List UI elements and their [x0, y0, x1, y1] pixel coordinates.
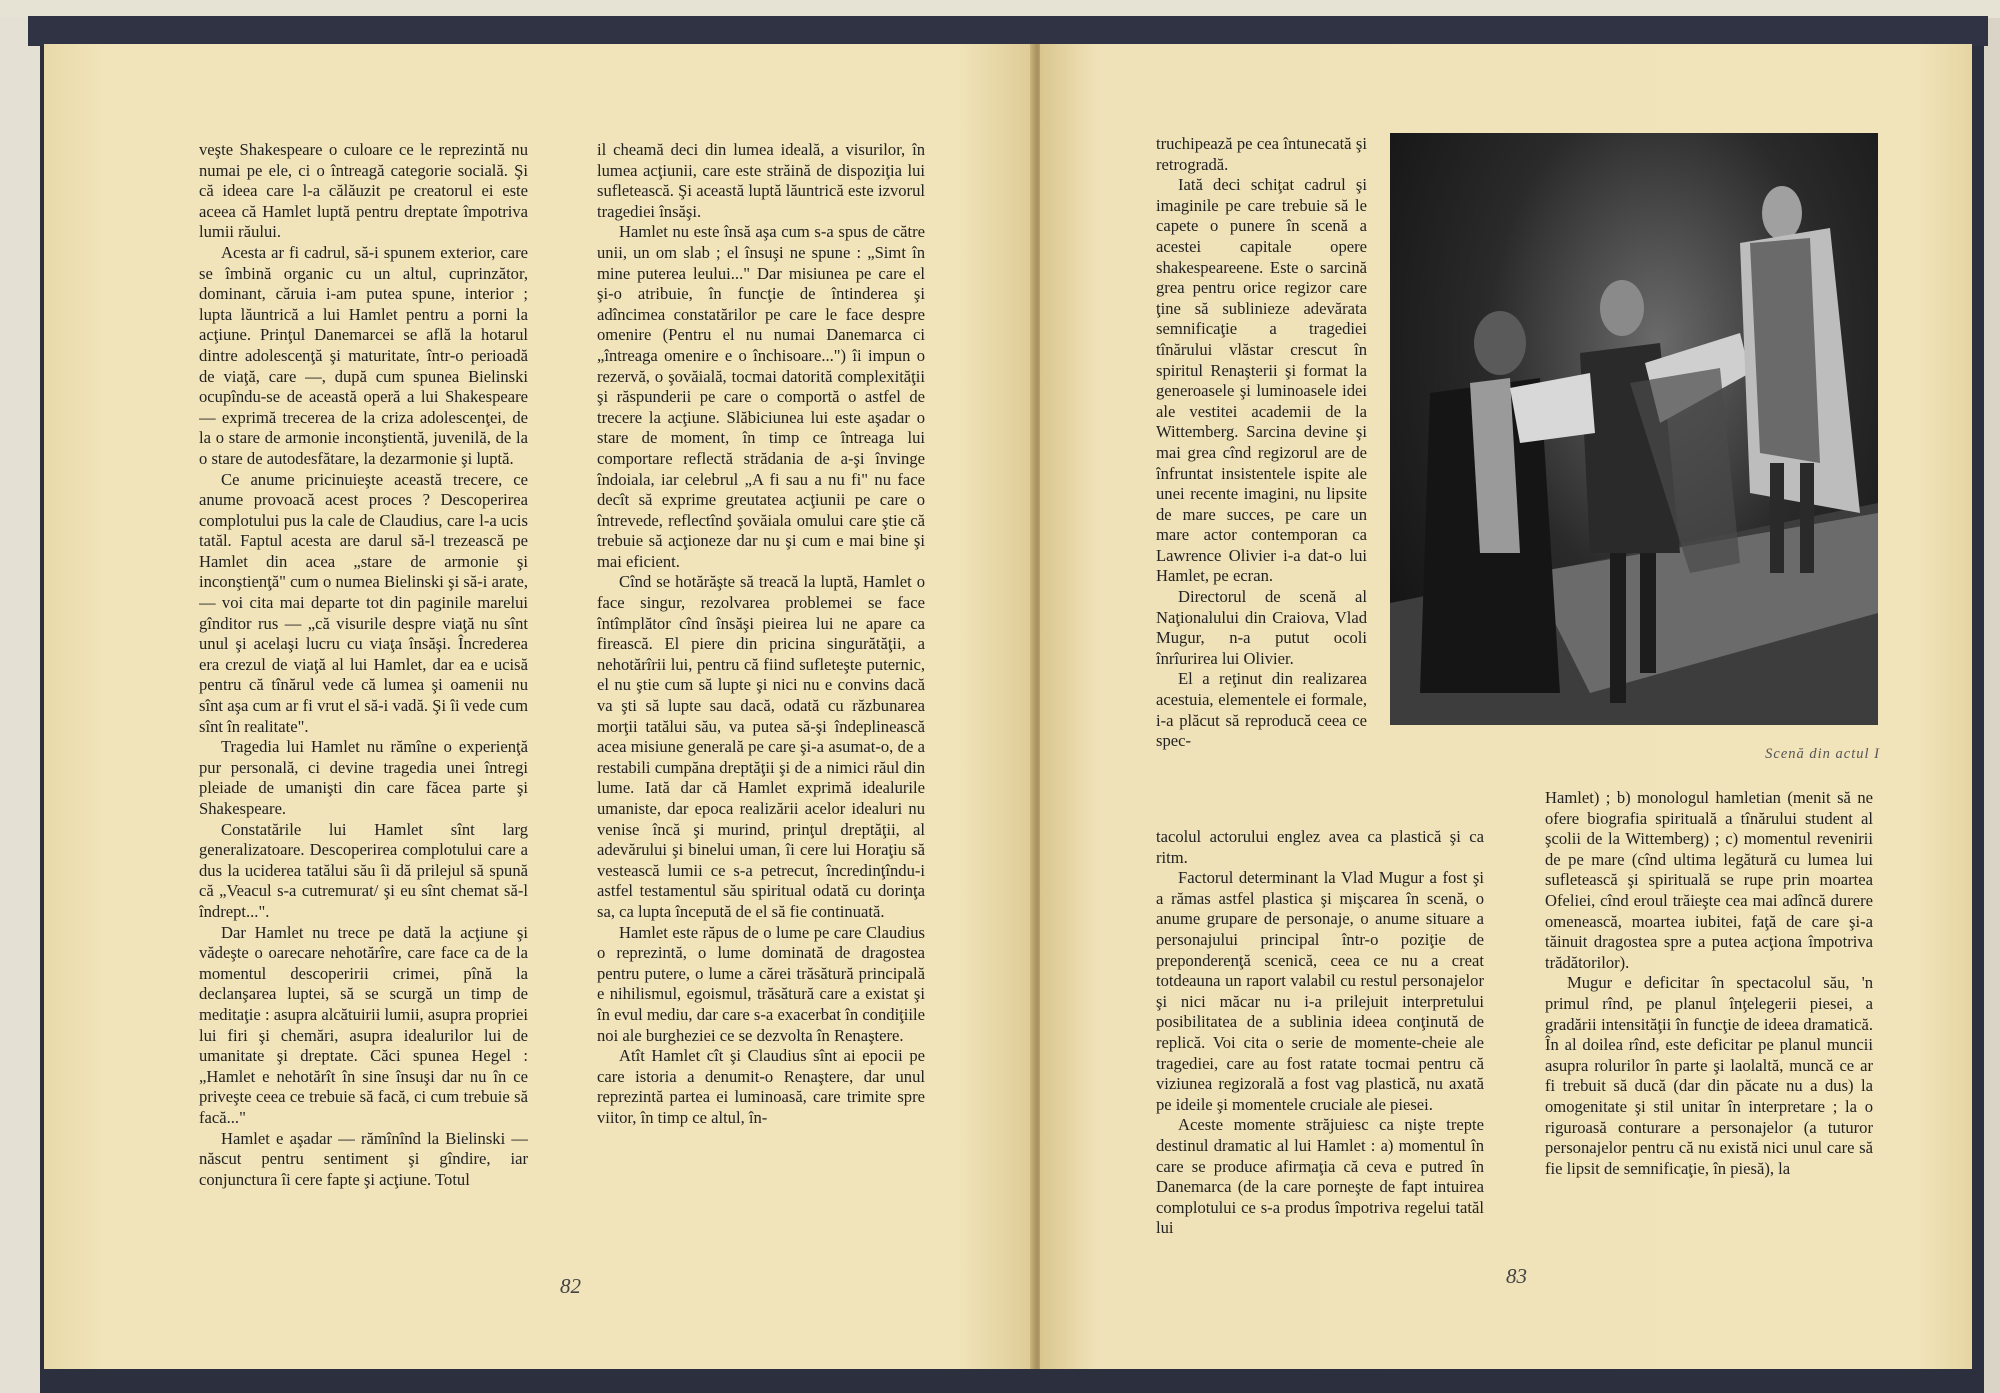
- paragraph: Acesta ar fi cadrul, să-i spunem exterior, care se îmbină organic cu un altul, cuprinzător, dominant, căruia i-am putea spune, interior ; lupta lăuntrică a lui Hamlet pentru a porni la acţiune. Prinţul Danemarcei se află la hotarul dintre adolescenţă şi maturitate, într-o perioadă de viaţă, care —, după cum spunea Bielinski ocupîndu-se de această operă a lui Shakespeare — exprimă trecerea de la criza adolescenţei, de la o stare de armonie inconştientă, juvenilă, de la o stare de autodesfătare, la dezarmonie şi luptă.: [199, 242, 528, 468]
- page-number-right: 83: [1506, 1264, 1527, 1288]
- photo-figures: [1390, 133, 1878, 725]
- paragraph: Iată deci schiţat cadrul şi imaginile pe care trebuie să le capete o punere în scenă a acestei capitale opere shakespeareene. Este o sarcină grea pentru orice regizor care ţine să sublinieze adevărata semnificaţie a tragediei tînărului vlăstar crescut în spiritul Renaşterii şi format la generoasele şi luminoasele idei ale vestitei academii de la Wittemberg. Sarcina devine şi mai grea cînd regizorul are de înfruntat insistentele ispite ale unei recente imagini, nu lipsite de mare succes, pe care un mare actor contemporan ca Lawrence Olivier i-a dat-o lui Hamlet, pe ecran.: [1156, 175, 1367, 586]
- right-page-column-1-wide: [1156, 827, 1484, 1287]
- right-page-column-2: [1545, 788, 1873, 1286]
- paragraph: Atît Hamlet cît şi Claudius sînt ai epocii pe care istoria a denumit-o Renaştere, dar unul reprezintă partea ei luminoasă, care trimite spre viitor, în timp ce altul, în-: [597, 1046, 925, 1127]
- paragraph: Hamlet nu este însă aşa cum s-a spus de către unii, un om slab ; el însuşi ne spune : „Simt în mine puterea leului..." Dar misiunea pe care el şi-o atribuie, în funcţie de întinderea şi adîncimea constatărilor pe care le face despre omenire (Pentru el nu numai Danemarca ci „întreaga omenire e o închisoare...") îi impun o rezervă, o şovăială, tocmai datorită complexităţii şi răspunderii pe care o comportă o astfel de trecere la acţiune. Slăbiciunea lui este aşadar o stare de moment, în timp ce întreaga lui comportare reflectă strădania de a-şi învinge îndoiala, iar celebrul „A fi sau a nu fi" nu face decît să exprime greutatea acţiunii pe care o întrevede, reflectînd şovăiala omului care ştie că trebuie să acţioneze dar nu şi cum e mai bine şi mai eficient.: [597, 222, 925, 571]
- paragraph: Tragedia lui Hamlet nu rămîne o experienţă pur personală, ci devine tragedia unei întregi pleiade de umanişti din care făcea parte şi Shakespeare.: [199, 737, 528, 818]
- paragraph: truchipează pe cea întunecată şi retrogradă.: [1156, 134, 1367, 174]
- paragraph: Hamlet) ; b) monologul hamletian (menit să ne ofere biografia spirituală a tînărului student al şcolii de la Wittemberg) ; c) momentul revenirii de pe mare (cînd ultima legătură cu lumea lui sufletească şi spirituală se rupe prin moartea Ofeliei, cînd eroul trăieşte cea mai adîncă durere omenească, moartea iubitei, faţă de care şi-a tăinuit dragostea spre a putea acţiona împotriva trădătorilor).: [1545, 788, 1873, 972]
- paragraph: veşte Shakespeare o culoare ce le reprezintă nu numai pe ele, ci o întreagă categorie socială. Şi că ideea care l-a călăuzit pe creatorul ei este aceea că Hamlet luptă pentru dreptate împotriva lumii răului.: [199, 140, 528, 242]
- paragraph: Hamlet e aşadar — rămînînd la Bielinski — născut pentru sentiment şi gîndire, iar conjunctura îi cere fapte şi acţiune. Totul: [199, 1128, 528, 1189]
- paragraph: Constatările lui Hamlet sînt larg generalizatoare. Descoperirea complotului care a dus la uciderea tatălui său îi dă prilejul să spună că „Veacul s-a cutremurat/ şi eu sînt chemat să-l îndrept...".: [199, 819, 528, 921]
- page-number-left: 82: [560, 1274, 581, 1298]
- paragraph: Hamlet este răpus de o lume pe care Claudius o reprezintă, o lume dominată de dragostea pentru putere, o lume a cărei trăsătură principală e nihilismul, egoismul, trăsătură care a existat şi în evul mediu, dar care s-a exacerbat în condiţiile noi ale burgheziei ce se dezvolta în Renaştere.: [597, 922, 925, 1045]
- paragraph: il cheamă deci din lumea ideală, a visurilor, în lumea acţiunii, care este străină de dispoziţia lui sufletească. Şi această luptă lăuntrică este izvorul tragediei însăşi.: [597, 140, 925, 221]
- photo-caption: Scenă din actul I: [1765, 746, 1880, 762]
- theatre-scene-photo: [1390, 133, 1878, 725]
- paragraph: El a reţinut din realizarea acestuia, elementele ei formale, i-a plăcut să reproducă ceea ce spec-: [1156, 669, 1367, 751]
- paragraph: Ce anume pricinuieşte această trecere, ce anume provoacă acest proces ? Descoperirea complotului pus la cale de Claudius, care l-a ucis tatăl. Faptul acesta are darul să-l trezească pe Hamlet din acea „stare de armonie şi inconştienţă" cum o numea Bielinski şi să-i arate, — voi cita mai departe tot din paginile marelui gînditor rus — „că visurile despre viaţă nu sînt unul şi acelaşi lucru cu viaţa însăşi. Încrederea era crezul de viaţă al lui Hamlet, dar ea e ucisă pentru că tînărul vede că lumea şi oamenii nu sînt aşa cum ar fi vrut el să-i vadă. Şi îi vede cum sînt în realitate".: [199, 469, 528, 736]
- book-binding-top: [28, 16, 1988, 46]
- paragraph: Cînd se hotărăşte să treacă la luptă, Hamlet o face singur, rezolvarea problemei se face întîmplător cînd însăşi pieirea lui ne apare ca firească. El piere din pricina singurătăţii, a nehotărîrii lui, pentru că fiind sufleteşte puternic, el nu ştie cum să lupte şi nici nu e convins dacă va şti să lupte sau dacă, odată cu răzbunarea morţii tatălui său, va putea să-şi îndeplinească acea misiune generală pe care şi-a asumat-o, de a restabili cumpăna dreptăţii şi de a nimici răul din lume. Iată dar că Hamlet exprimă idealurile umaniste, dar epoca realizării acelor idealuri nu venise încă şi murind, prinţul dreptăţii, al adevărului şi binelui uman, îi cere lui Horaţiu să vestească lumii ce s-a petrecut, încredinţîndu-i astfel testamentul său spiritual odată cu dorinţa sa, ca lupta începută de el să fie continuată.: [597, 572, 925, 921]
- book-cover-right-edge: [1984, 0, 2000, 1393]
- paragraph: Aceste momente străjuiesc ca nişte trepte destinul dramatic al lui Hamlet : a) momentul în care se produce afirmaţia că ceva e putred în Danemarca (de la care porneşte de fapt intuirea complotului ce s-a produs împotriva regelui tatăl lui: [1156, 1115, 1484, 1238]
- right-page-column-1-narrow: [1156, 134, 1367, 827]
- left-page-column-1: [199, 140, 528, 1285]
- left-page: [44, 44, 1036, 1369]
- paragraph: Factorul determinant la Vlad Mugur a fost şi a rămas astfel plastica şi mişcarea în scenă, o anume grupare de personaje, o anume situare a personajului principal într-o poziţie de preponderenţă scenică, ceea ce nu a creat totdeauna un raport valabil cu restul personajelor şi nici măcar nu i-a prilejuit interpretului posibilitatea de a sublinia ideea conţinută de replică. Voi cita o serie de momente-cheie ale tragediei, care au fost ratate tocmai pentru că viziunea regizorală a fost vag plastică, nu axată pe ideile şi momentele cruciale ale piesei.: [1156, 868, 1484, 1114]
- book-cover-top-left: [0, 0, 40, 1393]
- paragraph: Mugur e deficitar în spectacolul său, 'n primul rînd, pe planul înţelegerii piesei, a gradării intensităţii în funcţie de ideea dramatică. În al doilea rînd, este deficitar pe planul muncii asupra rolurilor în parte şi laolaltă, muncă ce ar fi trebuit să ducă (dar din păcate nu a dus) la omogenitate şi stil unitar în interpretare ; la o riguroasă conturare a personajelor (a tuturor personajelor pentru că nu există nici unul care să fie lipsit de semnificaţie, în piesă), la: [1545, 973, 1873, 1178]
- left-page-column-2: [597, 140, 925, 1285]
- paragraph: tacolul actorului englez avea ca plastică şi ca ritm.: [1156, 827, 1484, 867]
- paragraph: Directorul de scenă al Naţionalului din Craiova, Vlad Mugur, n-a putut ocoli înrîurirea lui Olivier.: [1156, 587, 1367, 668]
- paragraph: Dar Hamlet nu trece pe dată la acţiune şi vădeşte o oarecare nehotărîre, care face ca de la momentul descoperirii crimei, pînă la declanşarea luptei, să se scurgă un timp de meditaţie : asupra alcătuirii lumii, asupra propriei lui firi şi chemări, asupra idealurilor lui de umanitate şi dreptate. Căci spunea Hegel : „Hamlet e nehotărît în sine însuşi dar nu în ce priveşte ceea ce trebuie să facă, ci cum trebuie să facă...": [199, 922, 528, 1127]
